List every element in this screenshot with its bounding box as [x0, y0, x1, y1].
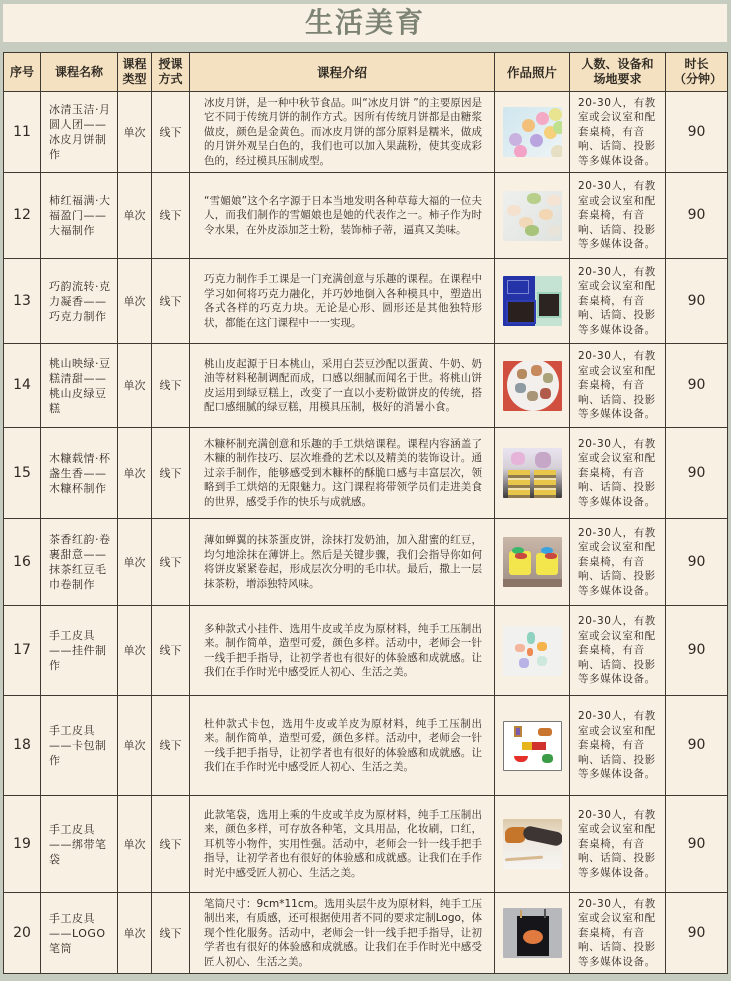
- header-photo: 作品照片: [495, 53, 570, 92]
- cell-seq: 13: [4, 259, 41, 344]
- cell-requirements: 20-30人，有教室或会议室和配套桌椅，有音响、话筒、投影等多媒体设备。: [570, 893, 666, 974]
- cell-intro: 笔筒尺寸：9cm*11cm。选用头层牛皮为原材料，纯手工压制出来，有质感，还可根据使用者不同的要求定制Logo，体现个性化服务。活动中，老师会一针一线手把手指导，让初学者也有很好的体验感和成就感。让我们在手作时光中感受匠人初心、生活之美。: [190, 893, 495, 974]
- cell-intro: 此款笔袋，选用上乘的牛皮或羊皮为原材料，纯手工压制出来，颜色多样，可存放各种笔，文具用品，化妆刷，口红，耳机等小物件，实用性强。活动中，老师会一针一线手把手指导，让初学者也有很好的体验感和成就感。让我们在手作时光中感受匠人初心、生活之美。: [190, 796, 495, 893]
- chocolate-photo: [503, 276, 562, 326]
- cell-requirements: 20-30人，有教室或会议室和配套桌椅，有音响、话筒、投影等多媒体设备。: [570, 696, 666, 796]
- cell-intro: 薄如蝉翼的抹茶蛋皮饼，涂抹打发奶油，加入甜蜜的红豆，均匀地涂抹在薄饼上。然后是关键步骤，我们会指导你如何将饼皮紧紧卷起，形成层次分明的毛巾状。最后，撒上一层抹茶粉，增添独特风味。: [190, 519, 495, 606]
- cell-seq: 15: [4, 428, 41, 519]
- cell-intro: 桃山皮起源于日本桃山，采用白芸豆沙配以蛋黄、牛奶、奶油等材料秘制调配而成，口感以细腻而闻名于世。将桃山饼皮运用到绿豆糕上，改变了一直以小麦粉做饼皮的传统，搭配口感细腻的绿豆糕，用模具压制，极好的消暑小食。: [190, 344, 495, 428]
- cell-type: 单次: [118, 173, 152, 259]
- cell-intro: 冰皮月饼，是一种中秋节食品。叫“冰皮月饼 ”的主要原因是它不同于传统月饼的制作方式。因所有传统月饼都是由糖浆做皮，颜色是金黄色。而冰皮月饼的部分原料是糯米，做成的月饼外观呈白色的，我们也可以加入果蔬粉，使其变成彩色的，经过模具压制成型。: [190, 92, 495, 173]
- daifuku-photo: [503, 191, 562, 241]
- header-requirements: 人数、设备和场地要求: [570, 53, 666, 92]
- cell-intro: “雪媚娘”这个名字源于日本当地发明各种草莓大福的一位夫人，而我们制作的雪媚娘也是她的代表作之一。柿子作为时令水果，在外皮添加芝士粉，装饰柿子蒂，逼真又美味。: [190, 173, 495, 259]
- cell-requirements: 20-30人，有教室或会议室和配套桌椅，有音响、话筒、投影等多媒体设备。: [570, 173, 666, 259]
- cell-course-name: 茶香红韵·卷裹甜意——抹茶红豆毛巾卷制作: [41, 519, 118, 606]
- cell-photo: [495, 344, 570, 428]
- cell-photo: [495, 92, 570, 173]
- table-row: [4, 173, 728, 259]
- cell-photo: [495, 796, 570, 893]
- cell-photo: [495, 428, 570, 519]
- cell-photo: [495, 893, 570, 974]
- cell-course-name: 手工皮具——绑带笔袋: [41, 796, 118, 893]
- table-row: [4, 696, 728, 796]
- cell-mode: 线下: [152, 259, 190, 344]
- cell-mode: 线下: [152, 173, 190, 259]
- cell-requirements: 20-30人，有教室或会议室和配套桌椅，有音响、话筒、投影等多媒体设备。: [570, 92, 666, 173]
- header-name: 课程名称: [41, 53, 118, 92]
- cell-requirements: 20-30人，有教室或会议室和配套桌椅，有音响、话筒、投影等多媒体设备。: [570, 796, 666, 893]
- cell-mode: 线下: [152, 893, 190, 974]
- cell-photo: [495, 606, 570, 696]
- header-type: 课程类型: [118, 53, 152, 92]
- cell-requirements: 20-30人，有教室或会议室和配套桌椅，有音响、话筒、投影等多媒体设备。: [570, 344, 666, 428]
- cell-type: 单次: [118, 796, 152, 893]
- table-row: [4, 428, 728, 519]
- cell-type: 单次: [118, 428, 152, 519]
- header-duration: 时长（分钟）: [666, 53, 728, 92]
- cell-mode: 线下: [152, 796, 190, 893]
- cell-duration: 90: [666, 893, 728, 974]
- table-row: [4, 519, 728, 606]
- cell-seq: 19: [4, 796, 41, 893]
- cell-photo: [495, 173, 570, 259]
- cell-seq: 11: [4, 92, 41, 173]
- cell-course-name: 手工皮具——LOGO笔筒: [41, 893, 118, 974]
- cell-mode: 线下: [152, 519, 190, 606]
- cell-duration: 90: [666, 344, 728, 428]
- cell-duration: 90: [666, 259, 728, 344]
- cell-course-name: 手工皮具——卡包制作: [41, 696, 118, 796]
- cell-duration: 90: [666, 519, 728, 606]
- cell-seq: 20: [4, 893, 41, 974]
- cell-course-name: 手工皮具——挂件制作: [41, 606, 118, 696]
- cell-type: 单次: [118, 696, 152, 796]
- cell-requirements: 20-30人，有教室或会议室和配套桌椅，有音响、话筒、投影等多媒体设备。: [570, 606, 666, 696]
- towel-roll-photo: [503, 537, 562, 587]
- cell-type: 单次: [118, 519, 152, 606]
- cell-intro: 多种款式小挂件、选用牛皮或羊皮为原材料，纯手工压制出来。制作简单，造型可爱，颜色多样。活动中，老师会一针一线手把手指导，让初学者也有很好的体验感和成就感。让我们在手作时光中感受匠人初心、生活之美。: [190, 606, 495, 696]
- cell-course-name: 桃山映绿·豆糕清甜——桃山皮绿豆糕: [41, 344, 118, 428]
- cell-duration: 90: [666, 606, 728, 696]
- card-holder-photo: [503, 721, 562, 771]
- cell-type: 单次: [118, 893, 152, 974]
- cell-seq: 16: [4, 519, 41, 606]
- cell-mode: 线下: [152, 92, 190, 173]
- table-row: [4, 259, 728, 344]
- cell-duration: 90: [666, 796, 728, 893]
- page-title: 生活美育: [304, 6, 425, 39]
- cell-duration: 90: [666, 173, 728, 259]
- cell-course-name: 冰清玉洁·月圆人团——冰皮月饼制作: [41, 92, 118, 173]
- mung-bean-cake-photo: [503, 361, 562, 411]
- header-intro: 课程介绍: [190, 53, 495, 92]
- cell-intro: 巧克力制作手工课是一门充满创意与乐趣的课程。在课程中学习如何将巧克力融化，并巧妙地倒入各种模具中，塑造出各式各样的巧克力块。无论是心形、圆形还是其他独特形状，都能在这门课程中一一实现。: [190, 259, 495, 344]
- table-row: [4, 796, 728, 893]
- mooncake-photo: [503, 107, 562, 157]
- header-seq: 序号: [4, 53, 41, 92]
- cell-type: 单次: [118, 259, 152, 344]
- title-banner: [3, 4, 727, 42]
- cell-photo: [495, 519, 570, 606]
- cell-mode: 线下: [152, 696, 190, 796]
- cell-photo: [495, 259, 570, 344]
- table-row: [4, 893, 728, 974]
- leather-charms-photo: [503, 626, 562, 676]
- table-header-row: [4, 53, 728, 92]
- pen-holder-photo: [503, 908, 562, 958]
- cell-course-name: 巧韵流转·克力凝香——巧克力制作: [41, 259, 118, 344]
- cell-duration: 90: [666, 696, 728, 796]
- table-row: [4, 606, 728, 696]
- cell-type: 单次: [118, 92, 152, 173]
- cell-duration: 90: [666, 92, 728, 173]
- cell-duration: 90: [666, 428, 728, 519]
- cell-seq: 17: [4, 606, 41, 696]
- cell-type: 单次: [118, 606, 152, 696]
- cell-photo: [495, 696, 570, 796]
- cell-mode: 线下: [152, 428, 190, 519]
- cell-seq: 12: [4, 173, 41, 259]
- cell-mode: 线下: [152, 606, 190, 696]
- cell-type: 单次: [118, 344, 152, 428]
- cell-requirements: 20-30人，有教室或会议室和配套桌椅，有音响、话筒、投影等多媒体设备。: [570, 428, 666, 519]
- pen-pouch-photo: [503, 819, 562, 869]
- table-row: [4, 92, 728, 173]
- sawdust-cup-photo: [503, 448, 562, 498]
- course-table: [3, 52, 728, 974]
- cell-intro: 杜仲款式卡包，选用牛皮或羊皮为原材料，纯手工压制出来。制作简单，造型可爱，颜色多样。活动中，老师会一针一线手把手指导，让初学者也有很好的体验感和成就感。让我们在手作时光中感受匠人初心、生活之美。: [190, 696, 495, 796]
- cell-intro: 木糠杯制充满创意和乐趣的手工烘焙课程。课程内容涵盖了木糠的制作技巧、层次堆叠的艺术以及精美的装饰设计。通过亲手制作，能够感受到木糠杯的酥脆口感与丰富层次，领略到手工烘焙的无限魅力。这门课程将带领学员们走进美食的世界，感受手作的快乐与成就感。: [190, 428, 495, 519]
- cell-course-name: 木糠载情·杯盏生香——木糠杯制作: [41, 428, 118, 519]
- table-row: [4, 344, 728, 428]
- cell-seq: 14: [4, 344, 41, 428]
- header-mode: 授课方式: [152, 53, 190, 92]
- cell-requirements: 20-30人，有教室或会议室和配套桌椅，有音响、话筒、投影等多媒体设备。: [570, 259, 666, 344]
- cell-mode: 线下: [152, 344, 190, 428]
- cell-course-name: 柿红福满·大福盈门——大福制作: [41, 173, 118, 259]
- cell-seq: 18: [4, 696, 41, 796]
- cell-requirements: 20-30人，有教室或会议室和配套桌椅，有音响、话筒、投影等多媒体设备。: [570, 519, 666, 606]
